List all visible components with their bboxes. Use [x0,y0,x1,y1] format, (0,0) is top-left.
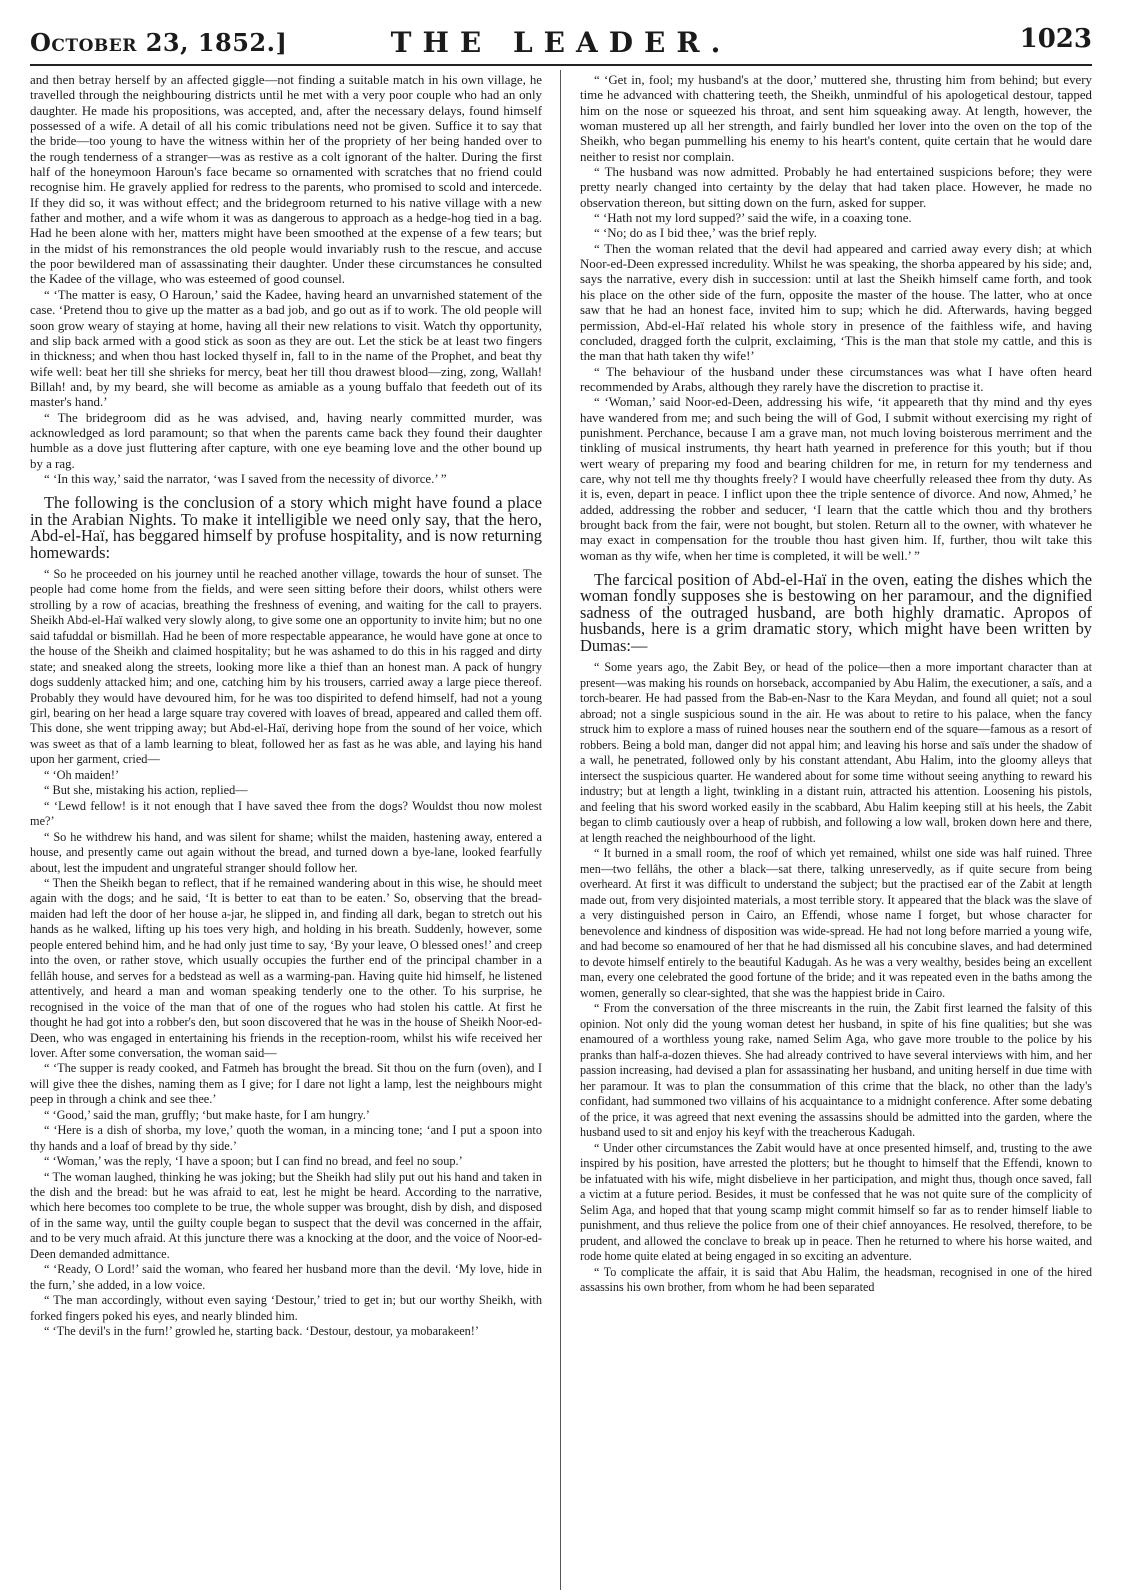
right-column [580,73,1092,1588]
paragraph: and then betray herself by an affected giggle—not finding a suitable match in his own village, he travelled through the neighbouring districts until he met with a very poor couple who had an only daughter. He made his propositions, was accepted, and, after the necessary delays, found himself possessed of a wife. A detail of all his comic tribulations need not be given. Suffice it to say that the bride—too young to have the witness within her of the propriety of her being handed over to the rough tenderness of a stranger—was as restive as a colt ignorant of the halter. During the first half of the honeymoon Haroun's face became so ornamented with scratches that no friend could recognise him. He gravely applied for redress to the parents, who promised to scold and intercede. If they did so, it was without effect; and the bridegroom returned to his native village with a new father and mother, and a wife whom it was as dangerous to approach as a hedge-hog tied in a bag. Had he been alone with her, matters might have been smoothed at the expense of a few tears; but in the midst of his remonstrances the old people would invariably rush to the rescue, and accuse the poor bewildered man of assassinating their daughter. Under these circumstances he consulted the Kadee of the village, who was esteemed of good counsel. [30,73,542,287]
paragraph: “ Some years ago, the Zabit Bey, or head of the police—then a more important character than at present—was making his rounds on horseback, accompanied by Abu Halim, the executioner, a saïs, and a torch-bearer. He had passed from the Bab-en-Nasr to the Kara Meydan, and found all quiet; not a soul abroad; not a single suspicious sound in the air. He was about to retire to his palace, when the fancy struck him to explore a mass of ruined houses near the southern end of the square—famous as a resort of robbers. Being a bold man, danger did not appal him; and leaving his horse and saïs under the shadow of a wall, he penetrated, followed only by his constant attendant, Abu Halim, into the gloomy alleys that intersect the suspicious quarter. He wandered about for some time without seeing anything to reward his industry; but at length a light, twinkling in a distant ruin, attracted his attention. Loosening his pistols, and feeling that his sword worked easily in the scabbard, Abu Halim keeping still at his heels, the Zabit began to climb cautiously over a heap of rubbish, and following a low wall, broken down here and there, at length reached the neighbourhood of the light. [580,660,1092,845]
column-divider [560,70,561,1590]
paragraph: “ The behaviour of the husband under these circumstances was what I have often heard recommended by Arabs, although they rarely have the discretion to practise it. [580,364,1092,394]
paragraph: “ ‘The supper is ready cooked, and Fatmeh has brought the bread. Sit thou on the furn (oven), and I will give thee the dishes, naming them as I give; for I dare not light a lamp, lest the neighbours might peep in through a chink and see thee.’ [30,1061,542,1107]
paragraph: “ ‘Lewd fellow! is it not enough that I have saved thee from the dogs? Wouldst thou now molest me?’ [30,798,542,829]
paragraph: “ ‘Woman,’ was the reply, ‘I have a spoon; but I can find no bread, and feel no soup.’ [44,1154,463,1169]
paragraph: “ ‘Woman,’ said Noor-ed-Deen, addressing his wife, ‘it appeareth that thy mind and thy eyes have wandered from me; and such being the will of God, I submit without exercising my right of punishment. Perchance, because I am a grave man, not much loving boisterous merriment and the tinkling of musical instruments, thy heart hath yearned in preference for this youth; but if thou wert weary of preparing my food and bearing children for me, in return for my tenderness and care, why not tell me thy thoughts freely? I would have cheerfully released thee from thy duty. As it is, even, depart in peace. I inflict upon thee the triple sentence of divorce. And now, Ahmed,’ he added, addressing the robber and seducer, ‘I learn that the cattle which thou and thy brothers brought back from the fair, were not bought, but stolen. Return all to the owner, with whatever he may exact in compensation for the trouble thou hast given him. If, further, thou wilt take this woman as thy wife, when her time is completed, it will be well.’ ” [580,395,1092,563]
editorial-intro: The farcical position of Abd-el-Haï in the oven, eating the dishes which the woman fondly supposes she is bestowing on her paramour, and the dignified sadness of the outraged husband, are both highly dramatic. Apropos of husbands, here is a grim dramatic story, which might have been written by Dumas:— [580,570,1092,655]
page-number: 1023 [1019,24,1092,54]
paragraph: “ Then the Sheikh began to reflect, that if he remained wandering about in this wise, he should meet again with the dogs; and he said, ‘It is better to eat than to be eaten.’ So, observing that the bread-maiden had left the door of her house a-jar, he slipped in, and finding all dark, began to stretch out his hands as he walked, lifting up his toes very high, and holding in his breath. Suddenly, however, some people entered behind him, and he had only just time to say, ‘By your leave, O blessed ones!’ and creep into the oven, or rather stove, which usually occupies the further end of the principal chamber in a fellâh house, and serves for a bedstead as well as a warming-pan. Having quite hid himself, he listened attentively, and heard a man and woman speaking tenderly one to the other. To his surprise, he recognised in the voice of the man that of one of the rogues who had stolen his cattle. At first he thought he had got into a robber's den, but soon discovered that he was in the house of Sheikh Noor-ed-Deen, who was engaged in entertaining his friends in the reception-room, whilst his wife received her lover. After some conversation, the woman said— [30,875,542,1060]
paragraph: “ It burned in a small room, the roof of which yet remained, whilst one side was half ruined. Three men—two fellâhs, the other a black—sat there, talking unreservedly, as if quite secure from being overheard. At first it was difficult to understand the subject; but the practised ear of the Zabit at length made out, from very disjointed materials, a most terrible story. It appeared that the black was the slave of a very distinguished person in Cairo, an Effendi, whose name I forget, but whose character for benevolence and kindness of disposition was wide-spread. He had not long before married a young wife, and had become so enamoured of her that he had dismissed all his concubine slaves, and had determined to devote himself entirely to the beautiful Kadugah. As he was a very wealthy, besides being an excellent man, every one celebrated the good fortune of the bride; and it was repeated even in the baths among the women, generally so clear-sighted, that she was the happiest bride in Cairo. [580,846,1092,1000]
paragraph: “ The man accordingly, without even saying ‘Destour,’ tried to get in; but our worthy Sheikh, with forked fingers poked his eyes, and nearly blinded him. [30,1293,542,1323]
paragraph: “ ‘Ready, O Lord!’ said the woman, who feared her husband more than the devil. ‘My love, hide in the furn,’ she added, in a low voice. [30,1262,542,1292]
left-column [30,73,542,1588]
paragraph: “ From the conversation of the three miscreants in the ruin, the Zabit first learned the falsity of this opinion. Not only did the young woman detest her husband, in spite of his fine qualities; but she was enamoured of a worthless young rake, named Selim Aga, who gave more trouble to the police by his pranks than half-a-dozen thieves. She had already contrived to have several interviews with him, and her passion increasing, had devised a plan for assassinating her husband, and uniting herself in due time with her paramour. It was to plan the consummation of this crime that the black, no other than the lady's confidant, had summoned two villains of his acquaintance to a midnight conference. After some debating of the price, it was agreed that next evening the assassins should be admitted into the garden, where the husband used to sit and enjoy his keyf with the treacherous Kadugah. [580,1001,1092,1140]
right-section-2 [580,660,1092,1296]
right-section-1 [580,73,1092,564]
paragraph: “ ‘Here is a dish of shorba, my love,’ quoth the woman, in a mincing tone; ‘and I put a spoon into thy hands and a loaf of bread by thy side.’ [30,1123,542,1153]
paragraph: “ Under other circumstances the Zabit would have at once presented himself, and, trusting to the awe inspired by his position, have arrested the plotters; but he thought to himself that the Effendi, known to be infatuated with his wife, might disbelieve in her participation, and might thus, though once saved, fall a victim at a future period. Besides, it must be confessed that he was not quite sure of the complicity of Selim Aga, and hoped that that young scamp might commit himself so far as to render himself liable to punishment, and thus relieve the police from one of their chief annoyances. He resolved, therefore, to be prudent, and allowed the conclave to break up in peace. Then he returned to where his horse waited, and rode home quite elated at being engaged in so exciting an adventure. [580,1140,1092,1264]
paragraph: “ Then the woman related that the devil had appeared and carried away every dish; at which Noor-ed-Deen expressed incredulity. Whilst he was speaking, the shorba appeared by his side; and, says the narrative, every dish in succession: until at last the Sheikh himself came forth, and took his place on the other side of the furn, opposite the master of the house. The latter, who at once saw that he had an honest face, invited him to sup; which he did. Afterwards, having begged permission, Abd-el-Haï related his whole story in presence of the faithless wife, and having concluded, dragged forth the culprit, exclaiming, ‘This is the man that stole my cattle, and this is the man that hath taken thy wife!’ [580,241,1092,364]
paragraph: “ The husband was now admitted. Probably he had entertained suspicions before; they were pretty nearly changed into certainty by the delay that had taken place. However, he made no observation thereon, but sitting down on the furn, asked for supper. [580,165,1092,210]
paragraph: “ So he withdrew his hand, and was silent for shame; whilst the maiden, hastening away, entered a house, and presently came out again without the bread, and turned down a bye-lane, looked fearfully about, lest the impudent and ungrateful stranger should follow her. [30,829,542,875]
paragraph: “ ‘The devil's in the furn!’ growled he, starting back. ‘Destour, destour, ya mobarakeen!’ [44,1324,479,1339]
paragraph: “ ‘Get in, fool; my husband's at the door,’ muttered she, thrusting him from behind; but every time he advanced with chattering teeth, the Sheikh, unmindful of his apologetical destour, tapped him on the nose or squeezed his throat, and sent him squeaking away. At length, however, the woman mustered up all her strength, and fairly bundled her lover into the oven on the top of the Sheikh, who began pummelling his enemy to his heart's content, quite certain that he would dare neither to resist nor complain. [580,73,1092,164]
editorial-intro: The following is the conclusion of a story which might have found a place in the Arabian Nights. To make it intelligible we need only say, that the hero, Abd-el-Haï, has beggared himself by profuse hospitality, and is now returning homewards: [30,493,542,562]
left-section-1 [30,73,542,487]
paragraph: “ To complicate the affair, it is said that Abu Halim, the headsman, recognised in one of the hired assassins his own brother, from whom he had been separated [580,1264,1092,1295]
paragraph: “ ‘Hath not my lord supped?’ said the wife, in a coaxing tone. [594,211,912,226]
newspaper-title: THE LEADER. [390,26,732,59]
paragraph: “ So he proceeded on his journey until he reached another village, towards the hour of sunset. The people had come home from the fields, and were seen sitting before their doors, whilst others were strolling by a row of acacias, breathing the freshness of evening, and waiting for the call to prayers. Sheikh Abd-el-Haï walked very slowly along, to give some one an opportunity to invite him; but no one said tafuddal or bismillah. Had he been of more respectable appearance, he would have gone at once to the house of the Sheikh and claimed hospitality; but he was ashamed to do this in his ragged and dirty state; and sneaked along the streets, looking more like a thief than an honest man. A pack of hungry dogs suddenly attacked him; and one, catching him by his trousers, carried away a large piece thereof. Probably they would have devoured him, for he was too dispirited to defend himself, had not a young girl, bearing on her head a large square tray covered with loaves of bread, appeared and called them off. This done, she went tripping away; but Abd-el-Haï, deriving hope from the sound of her voice, which was sweet as that of a lamb learning to bleat, followed her as fast as he was able, and laying his hand upon her garment, cried— [30,566,542,767]
paragraph: “ But she, mistaking his action, replied— [44,783,248,798]
paragraph: “ ‘The matter is easy, O Haroun,’ said the Kadee, having heard an unvarnished statement of the case. ‘Pretend thou to give up the matter as a bad job, and go out as if to work. The old people will soon grow weary of staying at home, having all their new relations to visit. Watch thy opportunity, and slip back armed with a good stick as soon as they are out. Let the stick be at least two fingers in thickness; and when thou hast locked thyself in, fall to in the name of the Prophet, and beat thy wife well: beat her till she shrieks for mercy, beat her till thou drawest blood—zing, zong, Wallah! Billah! and, by my beard, she will become as amiable as a young buffalo that feedeth out of its master's hand.’ [30,287,542,410]
left-section-2 [30,567,542,1340]
paragraph: “ ‘Good,’ said the man, gruffly; ‘but make haste, for I am hungry.’ [44,1107,370,1122]
paragraph: “ The bridegroom did as he was advised, and, having nearly committed murder, was acknowledged as lord paramount; so that when the parents came back they found their daughter humble as a dove just fluttering after capture, with one eye beaming love and the other bound up by a rag. [30,410,542,471]
paragraph: “ ‘In this way,’ said the narrator, ‘was I saved from the necessity of divorce.’ ” [44,471,447,486]
paragraph: “ The woman laughed, thinking he was joking; but the Sheikh had slily put out his hand and taken in the dish and the bread: but he was afraid to eat, lest he might be heard. According to the narrative, which here becomes too complete to be true, the whole supper was brought, dish by dish, and disposed of in the same way, until the guilty couple began to suspect that the devil was concerned in the affair, and to be very much afraid. At this juncture there was a knocking at the door, and the voice of Noor-ed-Deen demanded admittance. [30,1169,542,1261]
paragraph: “ ‘Oh maiden!’ [44,767,120,782]
header-rule [30,64,1092,66]
paragraph: “ ‘No; do as I bid thee,’ was the brief reply. [594,226,817,241]
issue-date: October 23, 1852.] [30,28,288,57]
